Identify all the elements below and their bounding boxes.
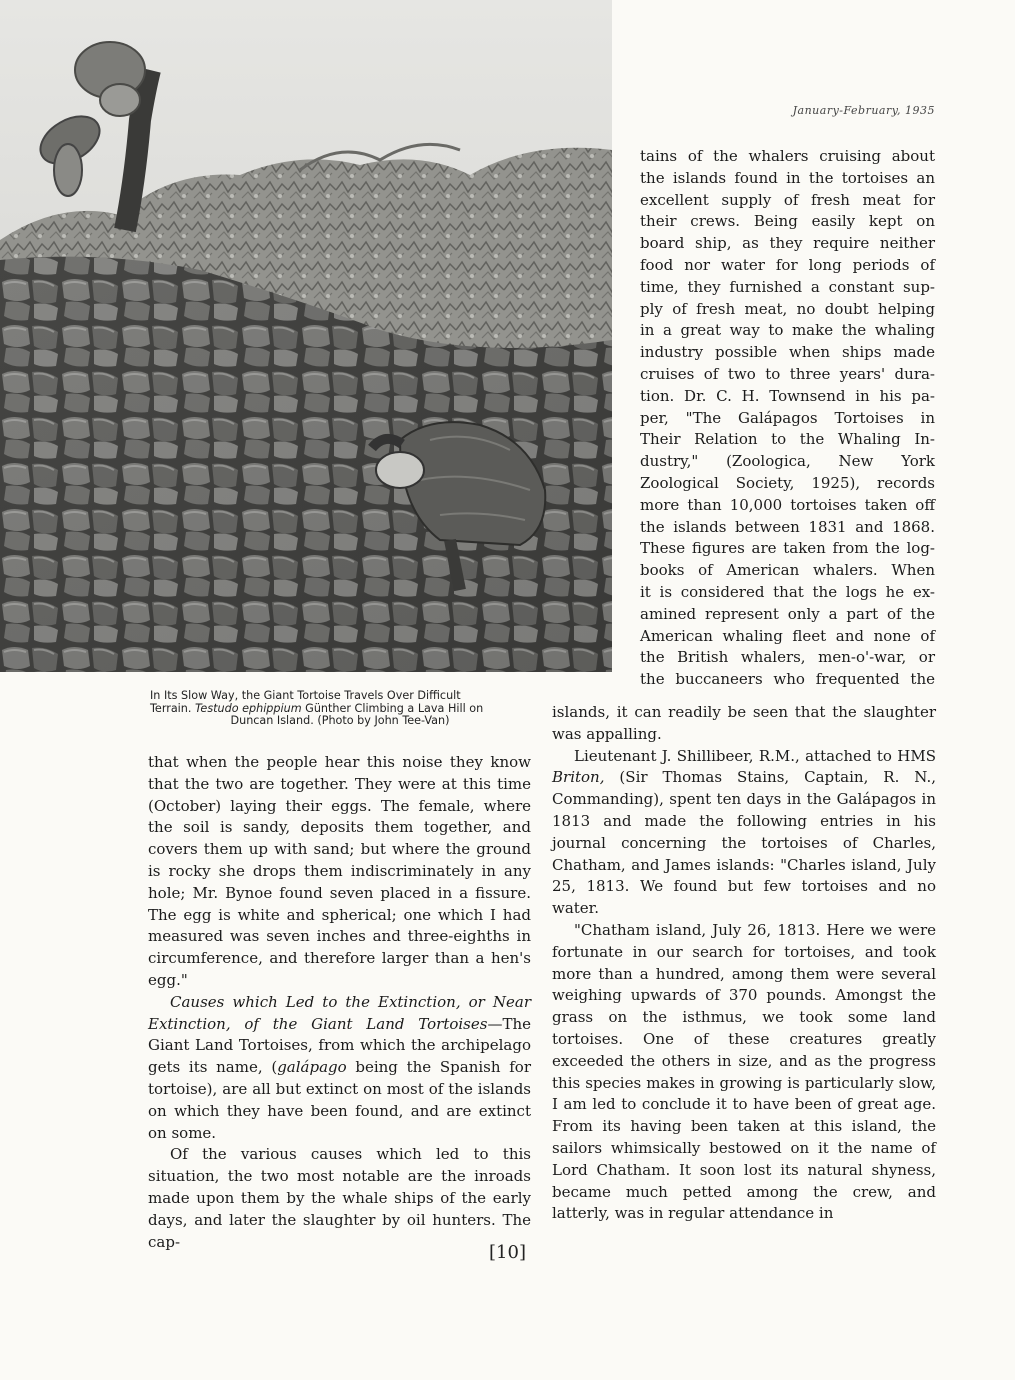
right-column-top-text <box>640 146 935 691</box>
term-galapago: galápago <box>277 1058 347 1077</box>
text-line: books of American whalers. When <box>640 561 935 580</box>
text-line: Their Relation to the Whaling In- <box>640 430 935 449</box>
text-line: industry possible when ships made <box>640 343 935 362</box>
text-line: in a great way to make the whaling <box>640 321 935 340</box>
text-line: the buccaneers who frequented the <box>640 670 935 689</box>
text-line: excellent supply of fresh meat for <box>640 190 935 209</box>
caption-line-2-prefix: Terrain. <box>150 701 195 715</box>
paragraph-causes-extinction <box>148 992 531 1145</box>
ship-name-briton: Briton, <box>552 768 605 787</box>
text-line: tains of the whalers cruising about <box>640 147 935 165</box>
photograph-tortoise-icon <box>0 0 612 672</box>
paragraph-shillibeer <box>552 746 936 920</box>
text-line: cruises of two to three years' dura- <box>640 364 935 383</box>
caption-line-3: Duncan Island. (Photo by John Tee-Van) <box>230 714 450 727</box>
photo-caption <box>150 690 530 728</box>
text-line: board ship, as they require neither <box>640 234 935 253</box>
text-line: more than 10,000 tortoises taken off <box>640 495 935 514</box>
text-line: tion. Dr. C. H. Townsend in his pa- <box>640 386 935 405</box>
text-line: per, "The Galápagos Tortoises in <box>640 408 935 427</box>
tortoise-photograph <box>0 0 612 672</box>
caption-line-1: In Its Slow Way, the Giant Tortoise Travels Over Difficult <box>150 689 461 702</box>
paragraph-causes-text: —The Giant Land Tortoises, from which the archipelago gets its name, ( <box>148 1014 531 1077</box>
running-head: January-February, 1935 <box>792 104 935 117</box>
text-line: their crews. Being easily kept on <box>640 212 935 231</box>
paragraph-egg-description: that when the people hear this noise they know that the two are together. They were at this time (October) laying their eggs. The female, where the soil is sandy, deposits them together, and covers them up with sand; but where the ground is rocky she drops them indiscriminately in any hole; Mr. Bynoe found seven placed in a fissure. The egg is white and spherical; one which I had measured was seven inches and three-eighths in circumference, and therefore larger than a hen's egg." <box>148 753 531 989</box>
text-line: the islands between 1831 and 1868. <box>640 517 935 536</box>
page-number: [10] <box>489 1242 526 1263</box>
text-line: amined represent only a part of the <box>640 604 935 623</box>
text-line: dustry," (Zoologica, New York <box>640 452 935 471</box>
section-heading: Causes which Led to the Extinction, or Near Extinction, of the Giant Land Tortoises <box>148 992 531 1033</box>
paragraph-shillibeer-start: Lieutenant J. Shillibeer, R.M., attached to HMS <box>574 746 936 765</box>
text-line: time, they furnished a constant sup- <box>640 277 935 296</box>
text-line: the British whalers, men-o'-war, or <box>640 648 935 667</box>
caption-species-name: Testudo ephippium <box>194 701 302 715</box>
text-line: American whaling fleet and none of <box>640 626 935 645</box>
paragraph-shillibeer-rest: (Sir Thomas Stains, Captain, R. N., Commanding), spent ten days in the Galápagos in 1813 and made the following entries in his journal concerning the tortoises of Charles, Chatham, and James islands: "Charles island, July 25, 1813. We found but few tortoises and no water. <box>552 768 936 918</box>
paragraph-various-causes: Of the various causes which led to this situation, the two most notable are the inroads made upon them by the whale ships of the early days, and later the slaughter by oil hunters. The cap- <box>148 1145 531 1251</box>
text-line: it is considered that the logs he ex- <box>640 582 935 601</box>
paragraph-causes-rest: being the Spanish for tortoise), are all but extinct on most of the islands on which they have been found, and are extinct on some. <box>148 1058 531 1142</box>
text-line: ply of fresh meat, no doubt helping <box>640 299 935 318</box>
text-line: These figures are taken from the log- <box>640 539 935 558</box>
text-line: Zoological Society, 1925), records <box>640 473 935 492</box>
paragraph-chatham-island: "Chatham island, July 26, 1813. Here we were fortunate in our search for tortoises, and took more than a hundred, among them were several weighing upwards of 370 pounds. Amongst the grass on the isthmus, we took some land tortoises. One of these creatures greatly exceeded the others in size, and as the progress this species makes in growing is particularly slow, I am led to conclude it to have been of great age. From its having been taken at this island, the sailors whimsically bestowed on it the name of Lord Chatham. It soon lost its natural shyness, became much petted among the crew, and latterly, was in regular attendance in <box>552 920 936 1223</box>
text-line: food nor water for long periods of <box>640 255 935 274</box>
text-line: the islands found in the tortoises an <box>640 168 935 187</box>
left-column-text <box>148 752 531 1253</box>
paragraph-slaughter: islands, it can readily be seen that the slaughter was appalling. <box>552 703 936 743</box>
caption-line-2-suffix: Günther Climbing a Lava Hill on <box>301 701 484 715</box>
right-column-text <box>552 702 936 1225</box>
